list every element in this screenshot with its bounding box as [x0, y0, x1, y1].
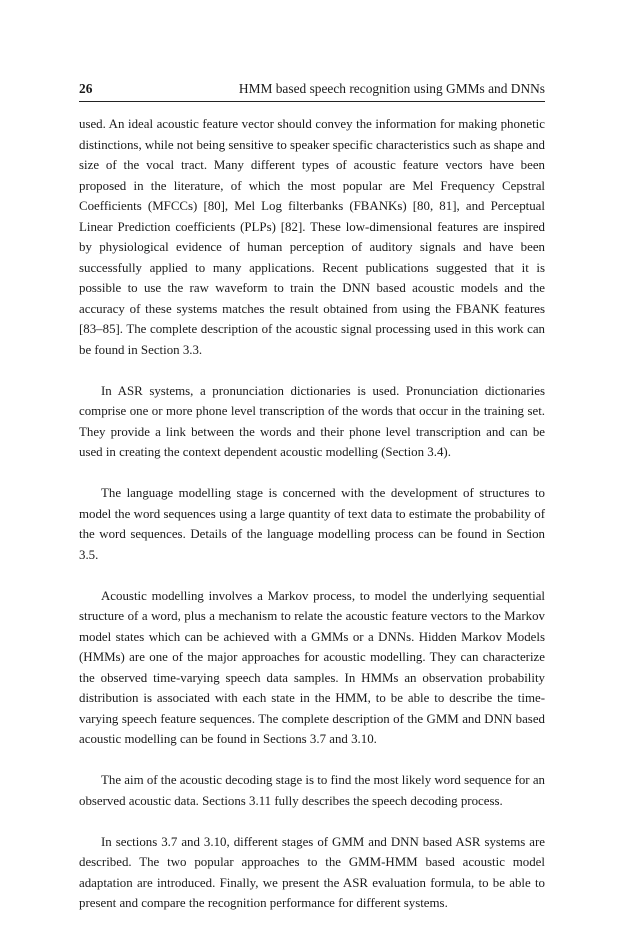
paragraph-continuation: used. An ideal acoustic feature vector should convey the information for making phonetic distinctions, while not being sensitive to speaker specific characteristics such as shape and size of the vocal tract. Many different types of acoustic feature vectors have been proposed in the literature, of which the most popular are Mel Frequency Cepstral Coefficients (MFCCs) [80], Mel Log filterbanks (FBANKs) [80, 81], and Perceptual Linear Prediction coefficients (PLPs) [82]. These low-dimensional features are inspired by physiological evidence of human perception of auditory signals and have been successfully applied to many applications. Recent publications suggested that it is possible to use the raw waveform to train the DNN based acoustic models and the accuracy of these systems matches the result obtained from using the FBANK features [83–85]. The complete description of the acoustic signal processing used in this work can be found in Section 3.3. — [79, 117, 545, 357]
header-rule — [79, 101, 545, 102]
page-number: 26 — [79, 81, 93, 96]
paragraph-acoustic-modelling: Acoustic modelling involves a Markov process, to model the underlying sequential structure of a word, plus a mechanism to relate the acoustic feature vectors to the Markov model states which can be achieved with a GMMs or a DNNs. Hidden Markov Models (HMMs) are one of the major approaches for acoustic modelling. They can characterize the observed time-varying speech data samples. In HMMs an observation probability distribution is associated with each state in the HMM, to be able to describe the time-varying speech feature sequences. The complete description of the GMM and DNN based acoustic modelling can be found in Sections 3.7 and 3.10. — [79, 588, 545, 746]
body-text — [79, 114, 545, 934]
running-title: HMM based speech recognition using GMMs and DNNs — [238, 81, 545, 96]
paragraph-acoustic-decoding: The aim of the acoustic decoding stage is to find the most likely word sequence for an observed acoustic data. Sections 3.11 fully describes the speech decoding process. — [79, 773, 545, 808]
paragraph-language-modelling: The language modelling stage is concerned with the development of structures to model the word sequences using a large quantity of text data to estimate the probability of the word sequences. Details of the language modelling process can be found in Section 3.5. — [79, 486, 545, 562]
running-header — [79, 79, 545, 99]
paragraph-pronunciation-dictionary: In ASR systems, a pronunciation dictionaries is used. Pronunciation dictionaries comprise one or more phone level transcription of the words that occur in the training set. They provide a link between the words and their phone level transcription and can be used in creating the context dependent acoustic modelling (Section 3.4). — [79, 383, 545, 459]
paragraph-section-overview: In sections 3.7 and 3.10, different stages of GMM and DNN based ASR systems are described. The two popular approaches to the GMM-HMM based acoustic model adaptation are introduced. Finally, we present the ASR evaluation formula, to be able to present and compare the recognition performance for different systems. — [79, 834, 545, 910]
